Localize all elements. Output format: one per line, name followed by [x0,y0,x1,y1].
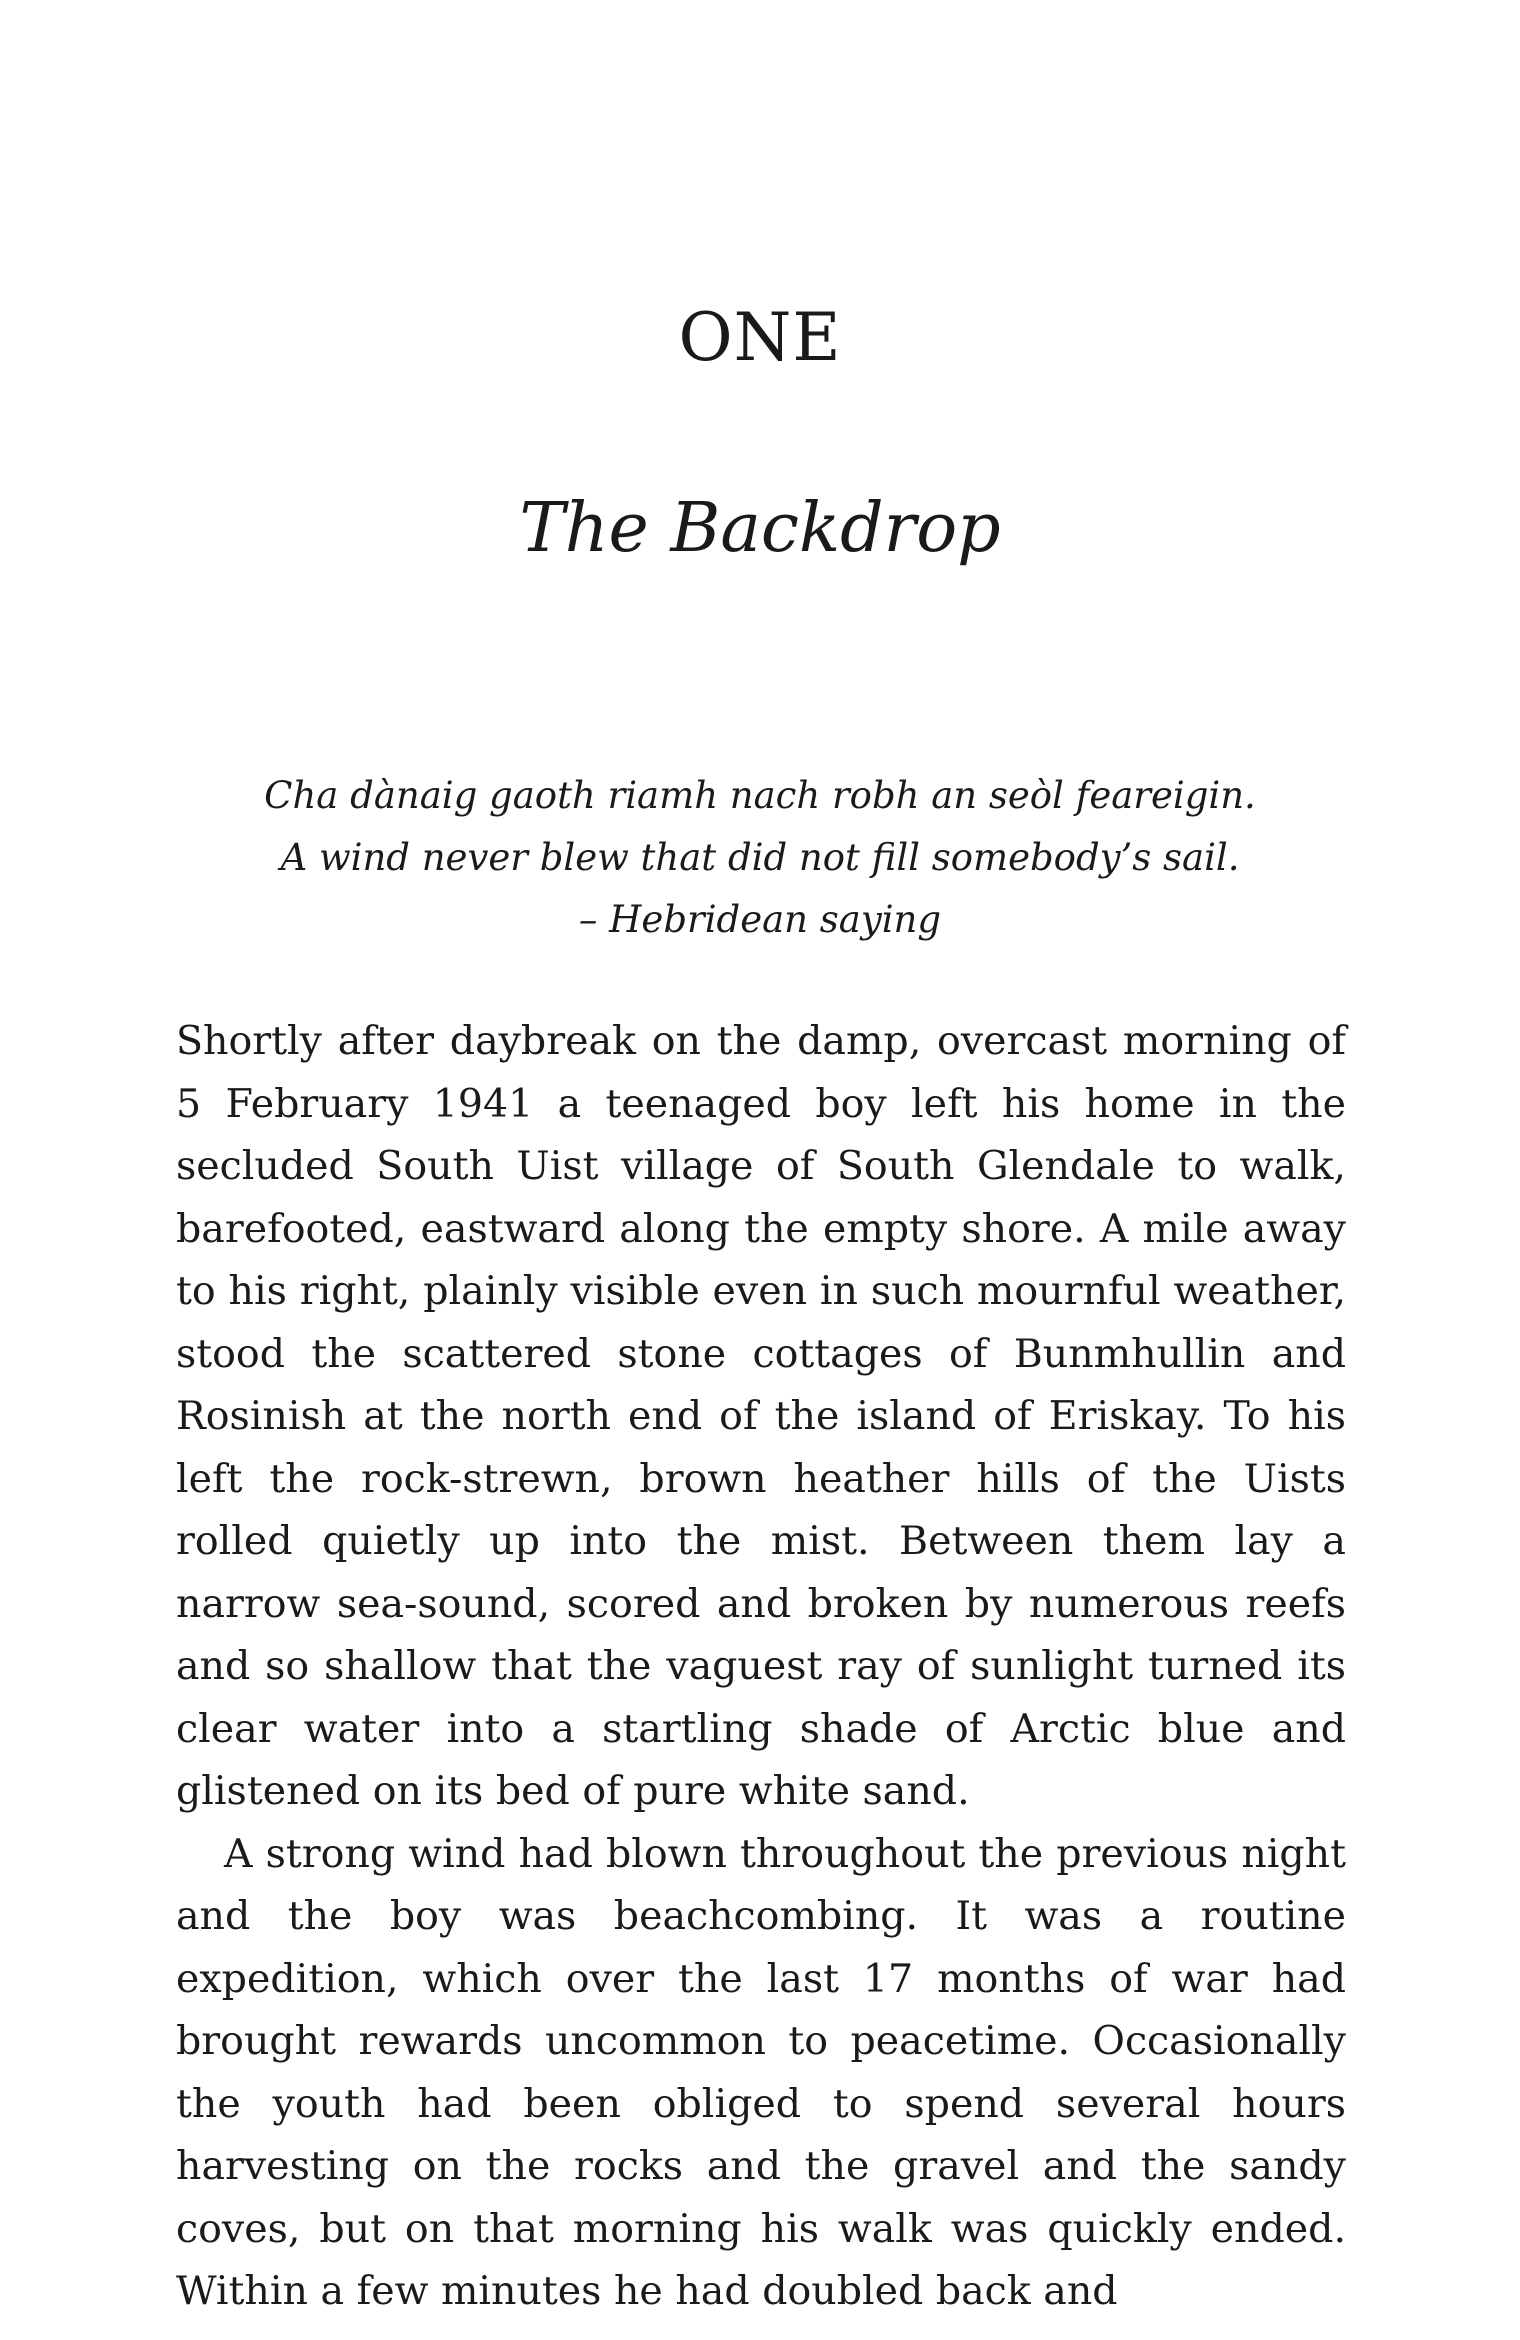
epigraph-attribution: – Hebridean saying [578,898,942,941]
paragraph-2: A strong wind had blown throughout the previous night and the boy was beachcombing. It was a routine expedition, which over the last 17 months of war had brought rewards uncommon to peacetime. Occasionally the youth had been obliged to spend several hours harvesting on the rocks and the gravel and the sandy coves, but on that morning his walk was quickly ended. Within a few minutes he had doubled back and [176,1830,1346,2314]
chapter-title: The Backdrop [519,489,1001,568]
epigraph [0,765,1520,951]
chapter-number: ONE [678,299,842,376]
body-text [176,1010,1346,2323]
epigraph-gaelic-line: Cha dànaig gaoth riamh nach robh an seòl feareigin. [264,774,1256,817]
paragraph-1: Shortly after daybreak on the damp, overcast morning of 5 February 1941 a teenaged boy left his home in the secluded South Uist village of South Glendale to walk, barefooted, eastward along the empty shore. A mile away to his right, plainly visible even in such mournful weather, stood the scattered stone cottages of Bunmhullin and Rosinish at the north end of the island of Eriskay. To his left the rock-strewn, brown heather hills of the Uists rolled quietly up into the mist. Between them lay a narrow sea-sound, scored and broken by numerous reefs and so shallow that the vaguest ray of sunlight turned its clear water into a startling shade of Arctic blue and glistened on its bed of pure white sand. [176,1018,1346,1814]
epigraph-english-line: A wind never blew that did not fill somebody’s sail. [280,836,1240,879]
